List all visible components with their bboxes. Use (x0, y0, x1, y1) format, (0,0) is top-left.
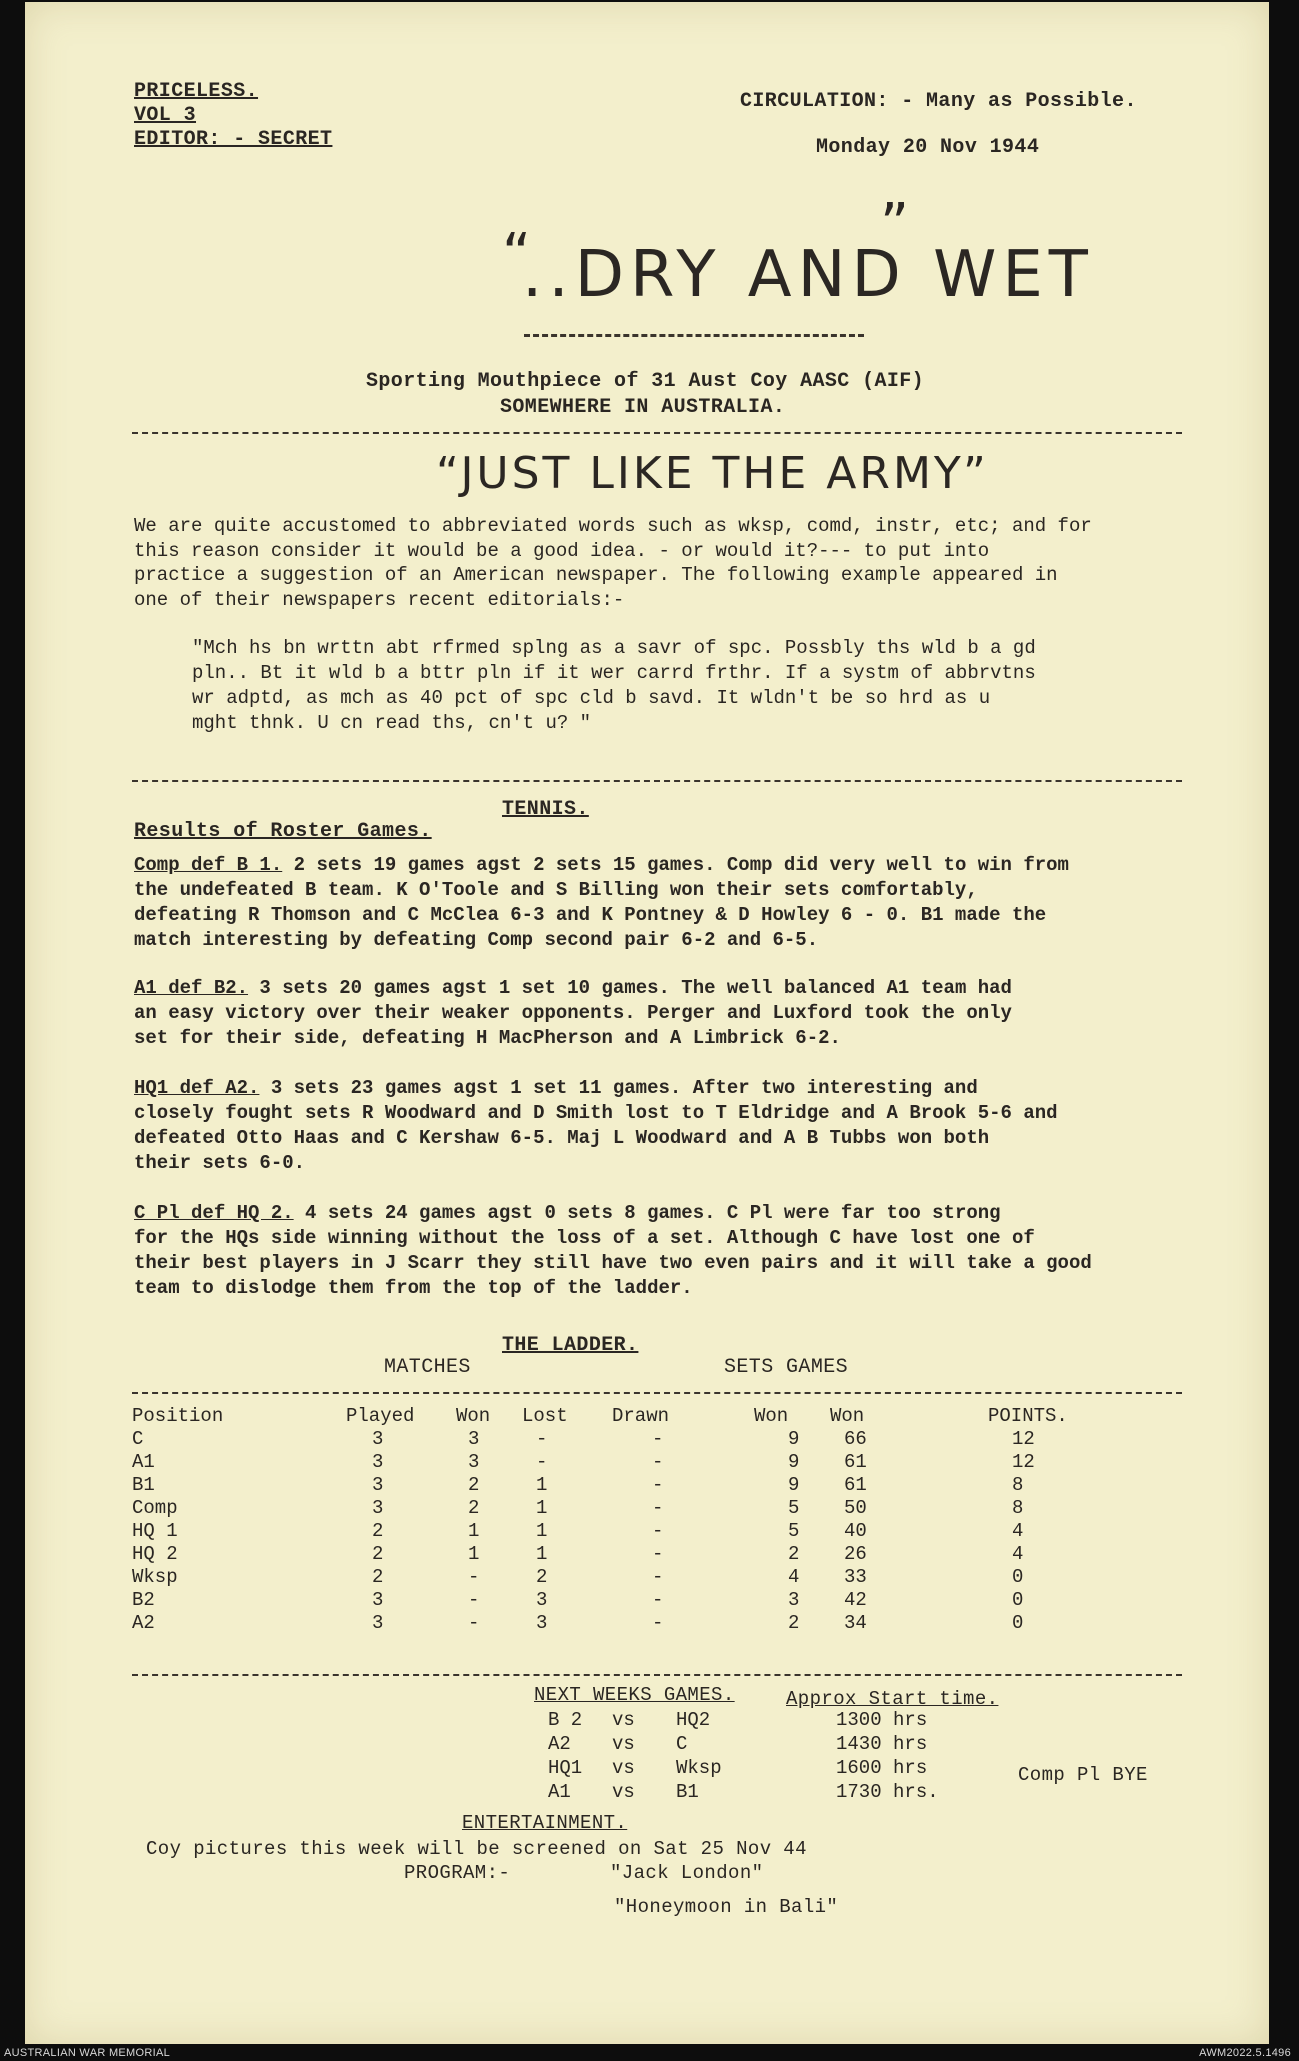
ladder-title: THE LADDER. (502, 1334, 639, 1357)
ladder-cell: - (652, 1520, 664, 1542)
fixture-row (548, 1732, 996, 1756)
section-divider (132, 780, 1182, 782)
result-line: 3 sets 23 games agst 1 set 11 games. After two interesting and (259, 1077, 978, 1099)
ladder-cell: HQ 2 (132, 1543, 178, 1565)
ladder-header-cell: Played (346, 1405, 415, 1427)
result-hq1-a2 (134, 1076, 1058, 1176)
ladder-header-cell: POINTS. (988, 1405, 1068, 1427)
result-lead: HQ1 def A2. (134, 1077, 260, 1099)
program-label: PROGRAM:- (404, 1862, 511, 1884)
result-comp-b1 (134, 853, 1069, 953)
archive-reference: AWM2022.5.1496 (1199, 2047, 1291, 2059)
result-lead: C Pl def HQ 2. (134, 1202, 294, 1224)
ladder-cell: 8 (1012, 1497, 1024, 1519)
ladder-row (132, 1520, 1108, 1543)
fixture-home: A2 (548, 1733, 571, 1755)
fixture-vs: vs (612, 1733, 635, 1755)
ladder-cell: - (536, 1451, 548, 1473)
fixture-time: 1730 hrs. (836, 1781, 939, 1803)
ladder-row (132, 1497, 1108, 1520)
issue-date: Monday 20 Nov 1944 (816, 136, 1040, 159)
ladder-cell: 12 (1012, 1451, 1035, 1473)
ladder-cell: - (652, 1474, 664, 1496)
quote-line: mght thnk. U cn read ths, cn't u? " (192, 712, 592, 734)
ladder-cell: - (652, 1428, 664, 1450)
ladder-cell: 0 (1012, 1566, 1024, 1588)
results-subheading: Results of Roster Games. (134, 820, 432, 843)
ladder-cell: 2 (536, 1566, 548, 1588)
result-line: their sets 6-0. (134, 1152, 306, 1174)
ladder-row (132, 1474, 1108, 1497)
quote-line: wr adptd, as mch as 40 pct of spc cld b savd. It wldn't be so hrd as u (192, 687, 991, 709)
fixture-vs: vs (612, 1709, 635, 1731)
fixture-vs: vs (612, 1781, 635, 1803)
result-lead: A1 def B2. (134, 977, 249, 999)
result-line: set for their side, defeating H MacPherson and A Limbrick 6-2. (134, 1027, 841, 1049)
result-line: defeating R Thomson and C McClea 6-3 and K Pontney & D Howley 6 - 0. B1 made the (134, 904, 1047, 926)
ladder-cell: 2 (788, 1543, 800, 1565)
ladder-cell: 5 (788, 1520, 800, 1542)
ladder-cell: 61 (844, 1474, 867, 1496)
ladder-cell: 3 (372, 1497, 384, 1519)
result-line: 3 sets 20 games agst 1 set 10 games. The well balanced A1 team had (248, 977, 1012, 999)
result-cpl-hq2 (134, 1201, 1092, 1301)
tennis-heading: TENNIS. (502, 798, 589, 821)
ladder-cell: 3 (372, 1428, 384, 1450)
quote-line: pln.. Bt it wld b a bttr pln if it wer carrd frthr. If a systm of abbrvtns (192, 662, 1036, 684)
ladder-cell: - (468, 1566, 480, 1588)
title-quote-open: “ (502, 222, 532, 287)
ladder-cell: Comp (132, 1497, 178, 1519)
ladder-cell: 3 (372, 1451, 384, 1473)
ladder-header-cell: Won (754, 1405, 789, 1427)
next-games-table (548, 1708, 996, 1804)
ladder-cell: 3 (372, 1474, 384, 1496)
ladder-cell: 2 (372, 1543, 384, 1565)
ladder-cell: 4 (1012, 1543, 1024, 1565)
result-a1-b2 (134, 976, 1012, 1051)
result-line: their best players in J Scarr they still have two even pairs and it will take a good (134, 1252, 1092, 1274)
ladder-cell: 1 (536, 1474, 548, 1496)
ladder-row (132, 1428, 1108, 1451)
fixture-vs: vs (612, 1757, 635, 1779)
price-label: PRICELESS. (134, 80, 259, 103)
ladder-cell: 8 (1012, 1474, 1024, 1496)
ladder-cell: - (652, 1543, 664, 1565)
result-line: for the HQs side winning without the loss of a set. Although C have lost one of (134, 1227, 1035, 1249)
fixture-away: C (676, 1733, 688, 1755)
article-quote (192, 636, 1036, 736)
article-line: one of their newspapers recent editorials:- (134, 588, 625, 611)
newspaper-title: ..DRY AND WET (522, 238, 1094, 312)
ladder-cell: 0 (1012, 1589, 1024, 1611)
ladder-header-cell: Drawn (612, 1405, 670, 1427)
ladder-cell: 9 (788, 1474, 800, 1496)
ladder-cell: B1 (132, 1474, 155, 1496)
ladder-cell: 3 (372, 1612, 384, 1634)
ladder-cell: 9 (788, 1451, 800, 1473)
result-line: match interesting by defeating Comp second pair 6-2 and 6-5. (134, 929, 819, 951)
ladder-cell: Wksp (132, 1566, 178, 1588)
ladder-cell: 1 (536, 1543, 548, 1565)
ladder-cell: 9 (788, 1428, 800, 1450)
ladder-header-row (132, 1405, 1108, 1428)
fixture-home: B 2 (548, 1709, 583, 1731)
ladder-cell: 1 (468, 1520, 480, 1542)
ladder-cell: 42 (844, 1589, 867, 1611)
ladder-cell: 26 (844, 1543, 867, 1565)
ladder-cell: 3 (468, 1428, 480, 1450)
ladder-cell: 1 (536, 1520, 548, 1542)
film-2: "Honeymoon in Bali" (614, 1896, 839, 1918)
bye-note: Comp Pl BYE (1018, 1764, 1148, 1786)
ladder-cell: 12 (1012, 1428, 1035, 1450)
ladder-row (132, 1451, 1108, 1474)
ladder-row (132, 1566, 1108, 1589)
ladder-cell: 2 (468, 1497, 480, 1519)
fixture-row (548, 1780, 996, 1804)
ladder-cell: - (536, 1428, 548, 1450)
ladder-table (132, 1405, 1108, 1635)
fixture-away: HQ2 (676, 1709, 711, 1731)
title-quote-close: ” (880, 192, 910, 257)
ladder-header-cell: Won (830, 1405, 865, 1427)
ladder-cell: C (132, 1428, 144, 1450)
circulation-label: CIRCULATION: - Many as Possible. (740, 90, 1137, 113)
ladder-cell: - (652, 1451, 664, 1473)
ladder-row (132, 1612, 1108, 1635)
ladder-cell: - (652, 1497, 664, 1519)
title-underline (524, 334, 864, 337)
ladder-header-cell: Won (456, 1405, 491, 1427)
ladder-cell: - (468, 1589, 480, 1611)
ladder-cell: 4 (788, 1566, 800, 1588)
ladder-cell: A1 (132, 1451, 155, 1473)
fixture-away: B1 (676, 1781, 699, 1803)
ladder-cell: - (468, 1612, 480, 1634)
film-1: "Jack London" (610, 1862, 764, 1884)
fixture-time: 1300 hrs (836, 1709, 928, 1731)
ladder-cell: 5 (788, 1497, 800, 1519)
section-divider (132, 432, 1182, 434)
ladder-cell: 4 (1012, 1520, 1024, 1542)
ladder-cell: 1 (536, 1497, 548, 1519)
ladder-cell: - (652, 1589, 664, 1611)
result-line: 2 sets 19 games agst 2 sets 15 games. Comp did very well to win from (282, 854, 1069, 876)
fixture-home: HQ1 (548, 1757, 583, 1779)
ladder-divider (132, 1392, 1182, 1394)
ladder-cell: 50 (844, 1497, 867, 1519)
quote-line: "Mch hs bn wrttn abt rfrmed splng as a savr of spc. Possbly ths wld b a gd (192, 637, 1036, 659)
subtitle-line-1: Sporting Mouthpiece of 31 Aust Coy AASC (AIF) (366, 370, 925, 393)
ladder-cell: 34 (844, 1612, 867, 1634)
ladder-cell: 3 (468, 1451, 480, 1473)
ladder-cell: - (652, 1612, 664, 1634)
result-lead: Comp def B 1. (134, 854, 283, 876)
fixture-time: 1430 hrs (836, 1733, 928, 1755)
ladder-row (132, 1589, 1108, 1612)
ladder-cell: A2 (132, 1612, 155, 1634)
ladder-group-sets-games: SETS GAMES (724, 1356, 849, 1379)
article-line: practice a suggestion of an American newspaper. The following example appeared in (134, 564, 1058, 586)
entertainment-heading: ENTERTAINMENT. (462, 1812, 628, 1834)
fixture-home: A1 (548, 1781, 571, 1803)
ladder-group-matches: MATCHES (384, 1356, 471, 1379)
ladder-header-cell: Lost (522, 1405, 568, 1427)
result-line: 4 sets 24 games agst 0 sets 8 games. C Pl were far too strong (293, 1202, 1001, 1224)
ladder-cell: 1 (468, 1543, 480, 1565)
ladder-cell: 3 (372, 1589, 384, 1611)
article-line: We are quite accustomed to abbreviated words such as wksp, comd, instr, etc; and for (134, 515, 1092, 537)
subtitle-line-2: SOMEWHERE IN AUSTRALIA. (500, 396, 786, 419)
ladder-cell: 0 (1012, 1612, 1024, 1634)
ladder-cell: 3 (788, 1589, 800, 1611)
article-heading: “JUST LIKE THE ARMY” (436, 448, 989, 499)
fixture-away: Wksp (676, 1757, 722, 1779)
ladder-cell: 2 (372, 1566, 384, 1588)
result-line: team to dislodge them from the top of the ladder. (134, 1277, 693, 1299)
start-time-heading: Approx Start time. (786, 1688, 999, 1710)
ladder-cell: - (652, 1566, 664, 1588)
ladder-cell: 33 (844, 1566, 867, 1588)
editor-label: EDITOR: - SECRET (134, 128, 333, 151)
result-line: the undefeated B team. K O'Toole and S Billing won their sets comfortably, (134, 879, 978, 901)
ladder-header-cell: Position (132, 1405, 224, 1427)
archive-credit: AUSTRALIAN WAR MEMORIAL (4, 2047, 171, 2059)
ladder-cell: B2 (132, 1589, 155, 1611)
fixture-row (548, 1756, 996, 1780)
ladder-row (132, 1543, 1108, 1566)
ladder-cell: 66 (844, 1428, 867, 1450)
ladder-cell: 2 (372, 1520, 384, 1542)
ladder-cell: 3 (536, 1589, 548, 1611)
result-line: closely fought sets R Woodward and D Smith lost to T Eldridge and A Brook 5-6 and (134, 1102, 1058, 1124)
article-line: this reason consider it would be a good idea. - or would it?--- to put into (134, 539, 990, 562)
result-line: defeated Otto Haas and C Kershaw 6-5. Maj L Woodward and A B Tubbs won both (134, 1127, 990, 1149)
ladder-cell: 3 (536, 1612, 548, 1634)
ladder-cell: HQ 1 (132, 1520, 178, 1542)
volume-label: VOL 3 (134, 104, 197, 127)
ladder-cell: 61 (844, 1451, 867, 1473)
ladder-cell: 2 (468, 1474, 480, 1496)
ladder-cell: 40 (844, 1520, 867, 1542)
article-body (134, 514, 1092, 612)
fixture-row (548, 1708, 996, 1732)
next-games-heading: NEXT WEEKS GAMES. (534, 1684, 735, 1706)
ladder-bottom-divider (132, 1674, 1182, 1676)
fixture-time: 1600 hrs (836, 1757, 928, 1779)
entertainment-line: Coy pictures this week will be screened on Sat 25 Nov 44 (146, 1838, 807, 1860)
result-line: an easy victory over their weaker opponents. Perger and Luxford took the only (134, 1002, 1012, 1024)
ladder-cell: 2 (788, 1612, 800, 1634)
